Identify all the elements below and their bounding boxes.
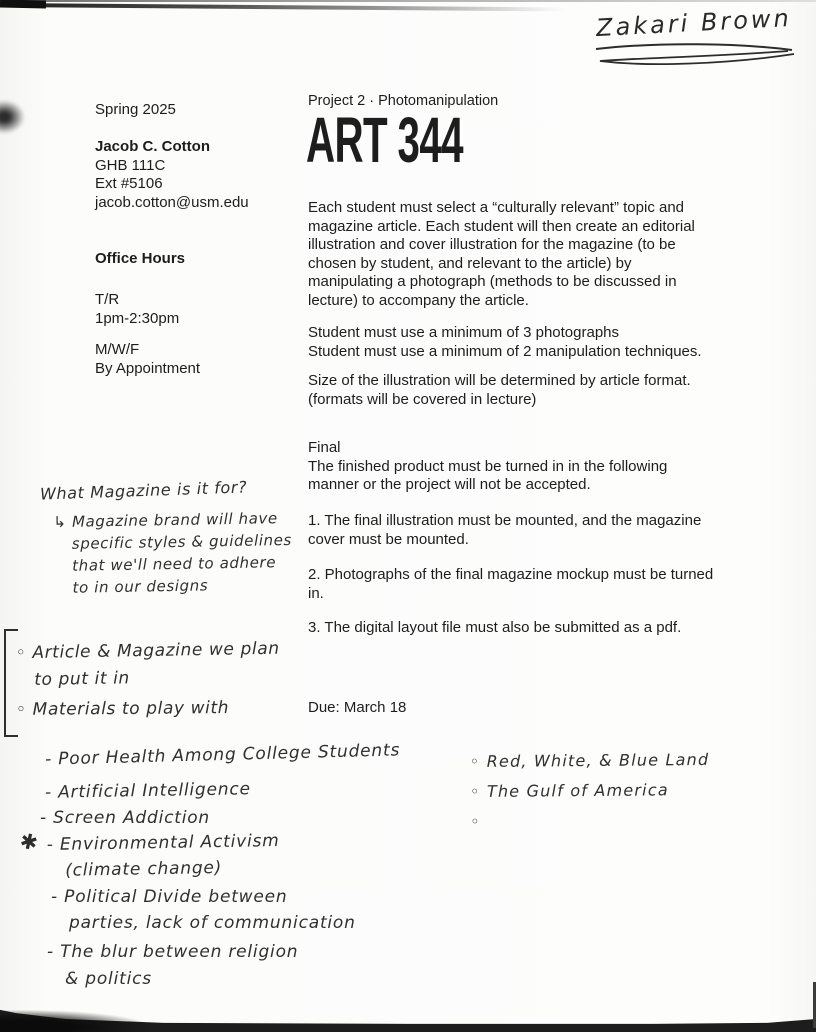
office-hours-days: M/W/F [95, 341, 140, 358]
star-mark-icon [18, 829, 40, 854]
note-plan-item-1: ◦ Article & Magazine we plan to put it in [15, 638, 280, 690]
office-hours-slot-1 [95, 291, 179, 328]
topic-item: - Screen Addiction [40, 808, 211, 828]
office-hours-heading-text: Office Hours [95, 250, 186, 267]
note-plan-item-2 [16, 697, 229, 721]
instructor-block [95, 138, 249, 212]
scan-artifact-bottom-left-smudge [0, 1010, 150, 1032]
project-requirements: Student must use a minimum of 3 photographs Student must use a minimum of 2 manipulation techniques. [308, 324, 702, 360]
term-label [95, 101, 176, 120]
topic-item: - Poor Health Among College Students [44, 740, 401, 770]
course-title-text: ART 344 [306, 104, 463, 176]
note-plan-item-2-text: ◦ Materials to play with [15, 698, 230, 720]
note-magazine-answer: ↳ Magazine brand will have specific styles & guidelines that we'll need to adhere to in our designs [53, 509, 293, 597]
instructor-name: Jacob C. Cotton [95, 138, 210, 155]
final-item-1: 1. The final illustration must be mounted, and the magazine cover must be mounted. [308, 512, 702, 548]
signature-underline-flourish [588, 40, 800, 70]
office-hours-time: 1pm-2:30pm [95, 309, 180, 327]
topic-item: - Artificial Intelligence [44, 779, 251, 803]
due-date-text: Due: March 18 [308, 699, 407, 716]
scan-artifact-top-hairline [0, 0, 816, 2]
magazine-idea-list: ◦ Red, White, & Blue Land ◦ The Gulf of America ◦ [469, 749, 710, 832]
scan-artifact-top-edge [0, 3, 588, 11]
note-magazine-question-text: What Magazine is it for? [39, 477, 248, 504]
office-hours-days: T/R [95, 291, 120, 308]
final-heading: Final [308, 439, 341, 456]
topic-item: - Environmental Activism (climate change) [46, 830, 280, 881]
due-date [308, 699, 406, 718]
email-address: jacob.cotton@usm.edu [95, 193, 249, 211]
office-hours-heading [95, 250, 185, 269]
student-signature-name: Zakari Brown [595, 3, 793, 43]
topic-item: - Political Divide between parties, lack of communication [51, 887, 356, 933]
star-mark-glyph: ✱ [17, 828, 41, 856]
project-description: Each student must select a “culturally relevant” topic and magazine article. Each student will then create an editorial illustration and cover illustration for the magazine (to be chosen by student, and relevant to the article) by manipulating a photograph (methods to be discussed in lecture) to accompany the article. [308, 199, 695, 309]
final-item-2: 2. Photographs of the final magazine mockup must be turned in. [308, 566, 714, 602]
topic-item: - The blur between religion & politics [47, 942, 299, 989]
scan-artifact-left-smudge [0, 100, 25, 134]
office-room: GHB 111C [95, 156, 166, 174]
phone-ext: Ext #5106 [95, 175, 163, 192]
course-title [306, 104, 463, 176]
size-note: Size of the illustration will be determined by article format. (formats will be covered in lecture) [308, 372, 691, 408]
final-section [308, 439, 667, 495]
scan-artifact-top-left-corner [0, 0, 46, 8]
project-eyebrow-text: Project 2 · Photomanipulation [308, 93, 499, 109]
note-magazine-question [40, 476, 248, 505]
final-item-3: 3. The digital layout file must also be submitted as a pdf. [308, 619, 682, 636]
final-intro: The finished product must be turned in in the following manner or the project will not be accepted. [308, 457, 668, 493]
student-signature [595, 3, 793, 43]
term-text: Spring 2025 [95, 101, 176, 118]
office-hours-time: By Appointment [95, 359, 201, 377]
office-hours-slot-2 [95, 341, 200, 378]
